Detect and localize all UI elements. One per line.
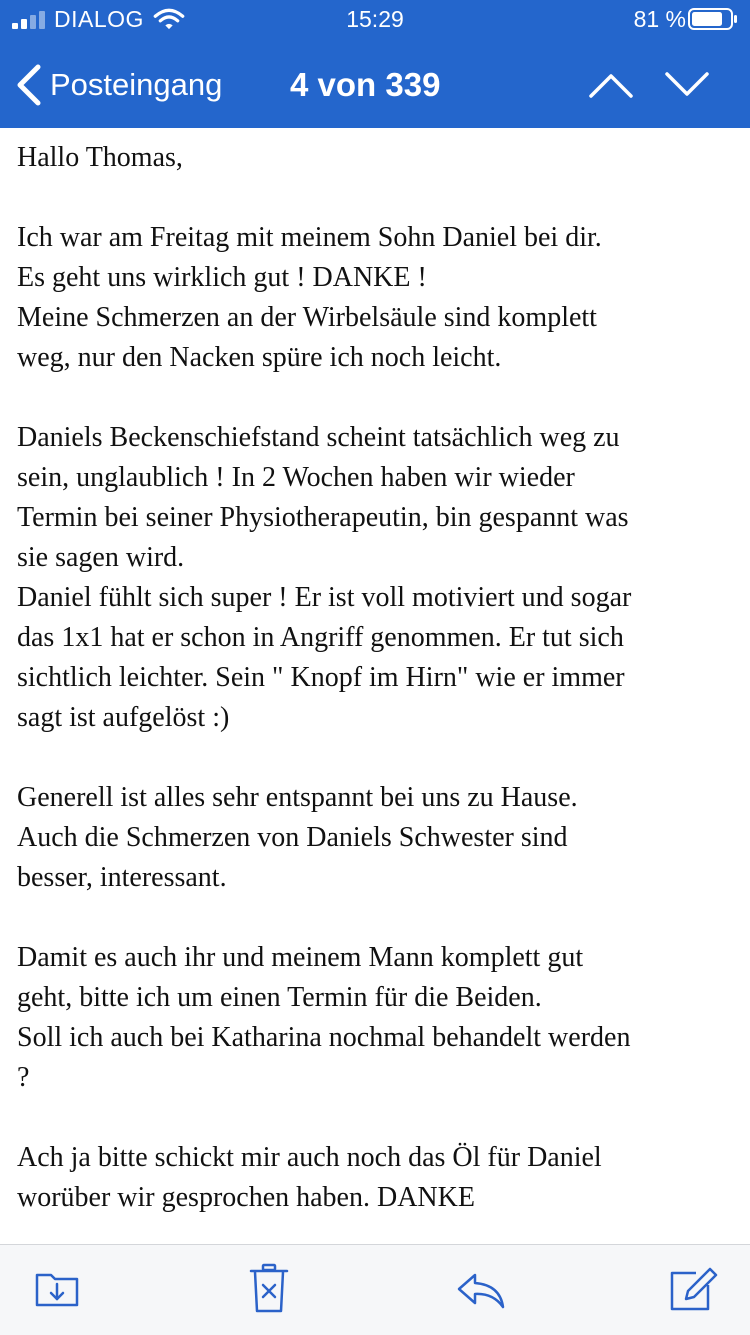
email-line: sein, unglaublich ! In 2 Wochen haben wir wieder (17, 462, 575, 493)
email-line: Generell ist alles sehr entspannt bei uns zu Hause. (17, 782, 578, 813)
email-line: besser, interessant. (17, 862, 227, 893)
email-line: geht, bitte ich um einen Termin für die Beiden. (17, 982, 542, 1013)
email-line: Es geht uns wirklich gut ! DANKE ! (17, 262, 427, 293)
top-bar (0, 0, 750, 128)
email-line: worüber wir gesprochen haben. DANKE (17, 1182, 475, 1213)
battery-percent: 81 % (633, 6, 686, 32)
email-line: Soll ich auch bei Katharina nochmal behandelt werden (17, 1022, 631, 1053)
reply-icon[interactable] (455, 1263, 507, 1315)
email-line: Daniels Beckenschiefstand scheint tatsächlich weg zu (17, 422, 620, 453)
email-paragraph (17, 218, 733, 378)
email-line: Ich war am Freitag mit meinem Sohn Daniel bei dir. (17, 222, 602, 253)
navigation-bar (0, 44, 750, 128)
message-position: 4 von 339 (290, 66, 441, 103)
chevron-up-icon[interactable] (588, 66, 634, 102)
back-button-label: Posteingang (50, 67, 223, 102)
email-paragraph (17, 938, 733, 1098)
trash-icon[interactable] (243, 1263, 295, 1315)
email-line: sagt ist aufgelöst :) (17, 702, 230, 733)
email-body (17, 138, 733, 1258)
email-line: Auch die Schmerzen von Daniels Schwester sind (17, 822, 568, 853)
email-line: sie sagen wird. (17, 542, 185, 573)
email-line: ? (17, 1062, 30, 1093)
email-line: Termin bei seiner Physiotherapeutin, bin gespannt was (17, 502, 629, 533)
status-time: 15:29 (346, 6, 404, 32)
move-to-folder-icon[interactable] (31, 1263, 83, 1315)
email-paragraph (17, 778, 733, 898)
carrier-name: DIALOG (54, 6, 144, 32)
status-bar (0, 0, 750, 40)
email-line: das 1x1 hat er schon in Angriff genommen. Er tut sich (17, 622, 624, 653)
bottom-toolbar (0, 1244, 750, 1335)
email-line: Hallo Thomas, (17, 142, 183, 173)
compose-icon[interactable] (666, 1263, 718, 1315)
email-line: Damit es auch ihr und meinem Mann komplett gut (17, 942, 584, 973)
email-paragraph (17, 138, 733, 178)
back-button[interactable] (14, 60, 222, 110)
email-line: sichtlich leichter. Sein " Knopf im Hirn" wie er immer (17, 662, 625, 693)
email-line: Ach ja bitte schickt mir auch noch das Öl für Daniel (17, 1142, 602, 1173)
chevron-left-icon (14, 63, 44, 107)
email-paragraph (17, 418, 733, 738)
email-line: Daniel fühlt sich super ! Er ist voll motiviert und sogar (17, 582, 632, 613)
chevron-down-icon[interactable] (664, 66, 710, 102)
email-line: Meine Schmerzen an der Wirbelsäule sind komplett (17, 302, 597, 333)
email-paragraph (17, 1138, 733, 1218)
email-line: weg, nur den Nacken spüre ich noch leicht. (17, 342, 502, 373)
battery-icon (688, 8, 738, 30)
